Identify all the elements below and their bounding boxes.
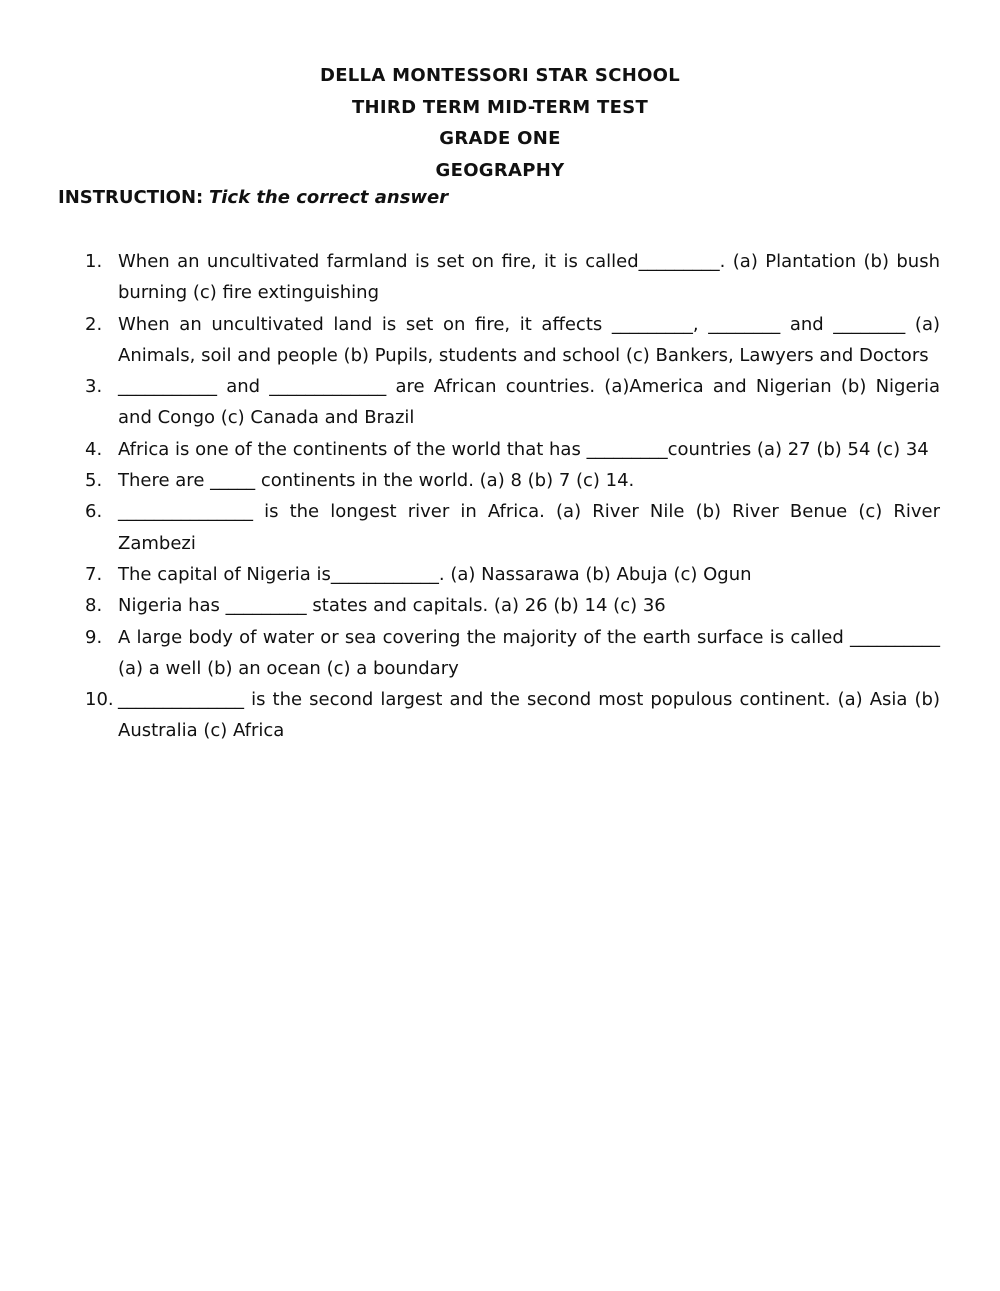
question-item: [85, 559, 940, 590]
instruction: [58, 184, 448, 212]
question-number: 9.: [85, 626, 103, 648]
question-text: A large body of water or sea covering the majority of the earth surface is called __________ (a) a well (b) an ocean (c) a boundary: [118, 626, 940, 679]
question-number: 7.: [85, 563, 103, 585]
instruction-label: INSTRUCTION:: [58, 187, 204, 208]
question-text: There are _____ continents in the world. (a) 8 (b) 7 (c) 14.: [118, 470, 635, 492]
question-item: [85, 246, 940, 309]
worksheet-header: [0, 60, 1000, 186]
question-item: [85, 309, 940, 372]
question-number: 3.: [85, 376, 103, 398]
question-item: [85, 465, 940, 496]
question-text: When an uncultivated farmland is set on fire, it is called_________. (a) Plantation (b) bush burning (c) fire extinguishing: [118, 251, 940, 304]
question-item: [85, 434, 940, 465]
question-text: The capital of Nigeria is____________. (a) Nassarawa (b) Abuja (c) Ogun: [118, 563, 752, 585]
question-number: 10.: [85, 689, 114, 711]
question-number: 4.: [85, 438, 103, 460]
question-text: Nigeria has _________ states and capitals. (a) 26 (b) 14 (c) 36: [118, 595, 666, 617]
instruction-text: Tick the correct answer: [208, 187, 449, 208]
question-number: 8.: [85, 595, 103, 617]
question-text: ___________ and _____________ are African countries. (a)America and Nigerian (b) Nigeria and Congo (c) Canada and Brazil: [118, 376, 940, 429]
question-text: When an uncultivated land is set on fire, it affects _________, ________ and ________ (a) Animals, soil and people (b) Pupils, students and school (c) Bankers, Lawyers and Doctors: [118, 313, 940, 366]
question-number: 5.: [85, 470, 103, 492]
question-number: 2.: [85, 313, 103, 335]
school-name: DELLA MONTESSORI STAR SCHOOL: [319, 65, 681, 86]
question-text: Africa is one of the continents of the world that has _________countries (a) 27 (b) 54 (c) 34: [118, 438, 929, 460]
question-item: [85, 371, 940, 434]
question-item: [85, 590, 940, 621]
question-item: [85, 622, 940, 685]
question-text: _______________ is the longest river in Africa. (a) River Nile (b) River Benue (c) River Zambezi: [118, 501, 940, 554]
question-list: [85, 246, 940, 747]
question-item: [85, 684, 940, 747]
grade-level: GRADE ONE: [439, 128, 561, 149]
test-title: THIRD TERM MID-TERM TEST: [351, 96, 649, 118]
subject-title: GEOGRAPHY: [435, 159, 565, 181]
question-number: 6.: [85, 501, 103, 523]
question-item: [85, 496, 940, 559]
question-text: ______________ is the second largest and the second most populous continent. (a) Asia (b) Australia (c) Africa: [118, 689, 940, 742]
question-number: 1.: [85, 251, 103, 272]
